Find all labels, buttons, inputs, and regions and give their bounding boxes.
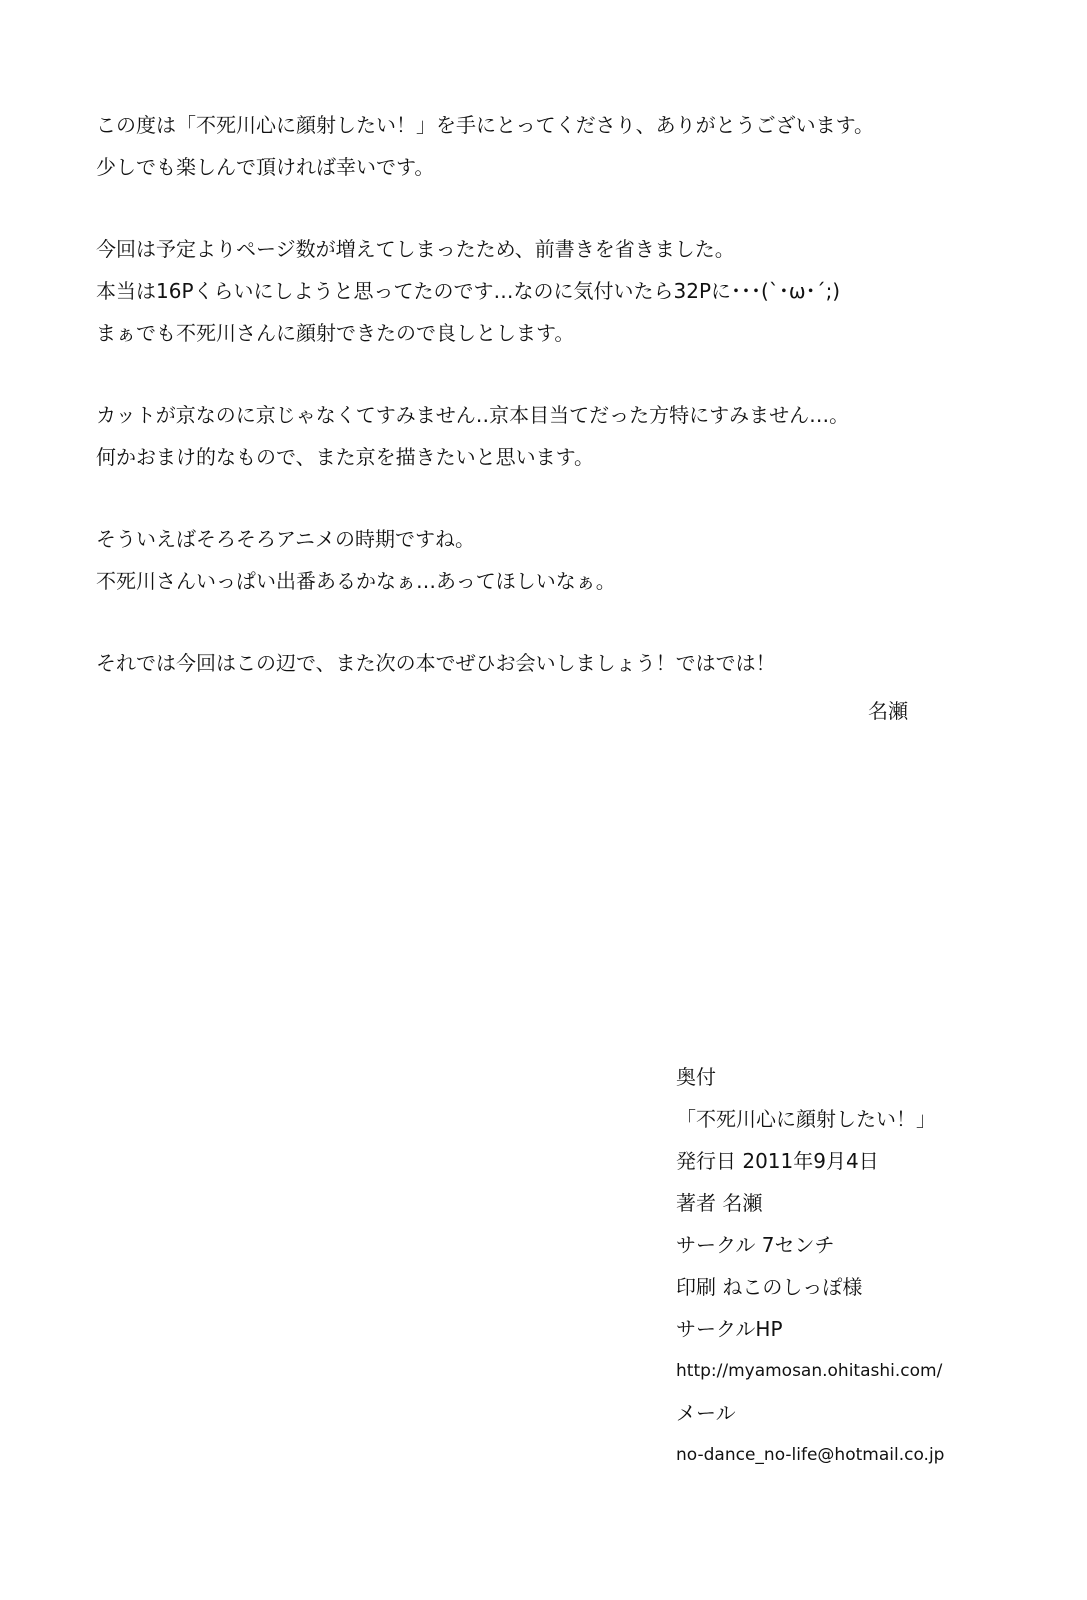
afterword — [96, 104, 976, 724]
colophon-heading: 奥付 — [676, 1065, 716, 1089]
text-line: 不死川さんいっぱい出番あるかなぁ…あってほしいなぁ。 — [96, 569, 616, 593]
circle-name: サークル 7センチ — [676, 1233, 835, 1257]
paragraph — [96, 394, 976, 478]
colophon — [676, 1056, 1076, 1476]
homepage-url: http://myamosan.ohitashi.com/ — [676, 1361, 943, 1381]
mail-address: no-dance_no-life@hotmail.co.jp — [676, 1445, 945, 1465]
text-line: 何かおまけ的なもので、また京を描きたいと思います。 — [96, 445, 594, 469]
text-line: 少しでも楽しんで頂ければ幸いです。 — [96, 155, 435, 179]
book-title: 「不死川心に顔射したい！」 — [676, 1107, 936, 1131]
paragraph — [96, 642, 976, 684]
mail-label: メール — [676, 1401, 736, 1425]
text-line: この度は「不死川心に顔射したい！」を手にとってくださり、ありがとうございます。 — [96, 113, 874, 137]
issue-date: 発行日 2011年9月4日 — [676, 1149, 879, 1173]
author: 著者 名瀬 — [676, 1191, 763, 1215]
text-line: そういえばそろそろアニメの時期ですね。 — [96, 527, 475, 551]
printer: 印刷 ねこのしっぽ様 — [676, 1275, 863, 1299]
paragraph — [96, 518, 976, 602]
text-line: まぁでも不死川さんに顔射できたので良しとします。 — [96, 321, 575, 345]
author-signature: 名瀬 — [868, 699, 908, 723]
homepage-label: サークルHP — [676, 1317, 783, 1341]
text-line: カットが京なのに京じゃなくてすみません‥京本目当てだった方特にすみません…。 — [96, 403, 850, 427]
text-line: 本当は16Pくらいにしようと思ってたのです…なのに気付いたら32Pに･･･(`･ω･´;) — [96, 279, 841, 303]
paragraph — [96, 104, 976, 188]
paragraph — [96, 228, 976, 354]
text-line: それでは今回はこの辺で、また次の本でぜひお会いしましょう！ではでは！ — [96, 651, 776, 675]
text-line: 今回は予定よりページ数が増えてしまったため、前書きを省きました。 — [96, 237, 735, 261]
